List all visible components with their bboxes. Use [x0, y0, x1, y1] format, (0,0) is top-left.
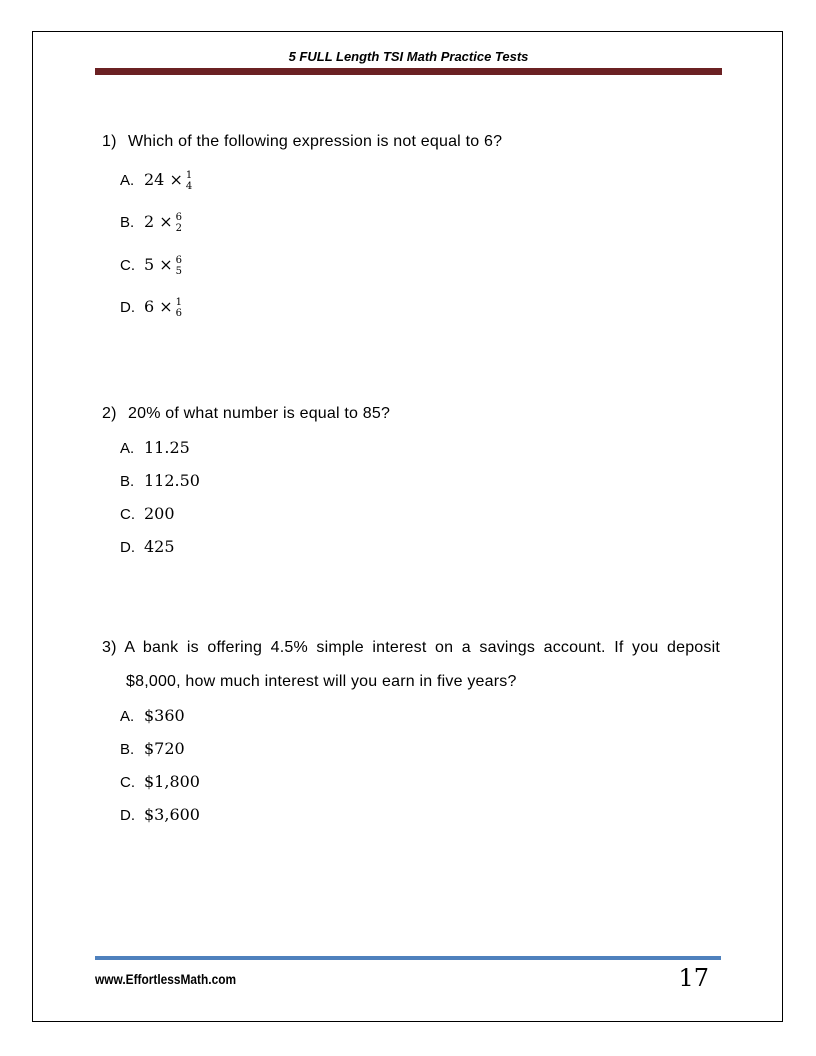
option-1d	[120, 295, 182, 319]
fraction-denominator: 5	[175, 266, 183, 278]
footer-website: www.EffortlessMath.com	[95, 971, 237, 987]
option-value: $720	[144, 739, 185, 758]
option-1b	[120, 210, 182, 234]
option-letter: B.	[120, 741, 135, 758]
footer-rule	[95, 956, 721, 960]
option-lead: 24 ×	[144, 170, 183, 189]
question-1	[102, 133, 502, 151]
option-lead: 5 ×	[144, 255, 173, 274]
option-value: 425	[144, 537, 175, 556]
option-letter: C.	[120, 506, 135, 523]
option-1c	[120, 253, 182, 277]
option-lead: 6 ×	[144, 297, 173, 316]
option-letter: D.	[120, 299, 135, 316]
fraction-denominator: 2	[175, 223, 183, 235]
option-letter: A.	[120, 708, 135, 725]
option-letter: B.	[120, 473, 135, 490]
option-letter: B.	[120, 214, 135, 231]
fraction-denominator: 6	[175, 308, 183, 320]
option-3c	[120, 770, 200, 794]
option-2c	[120, 502, 175, 526]
option-letter: D.	[120, 539, 135, 556]
option-letter: A.	[120, 440, 135, 457]
option-value: $1,800	[144, 772, 200, 791]
fraction	[176, 297, 182, 319]
question-number: 3)	[102, 639, 117, 656]
option-lead: 2 ×	[144, 212, 173, 231]
header-title: 5 FULL Length TSI Math Practice Tests	[288, 49, 529, 64]
option-value: 200	[144, 504, 175, 523]
option-letter: C.	[120, 774, 135, 791]
question-number: 2)	[102, 405, 117, 422]
option-value: 112.50	[144, 471, 200, 490]
question-2	[102, 405, 390, 423]
option-value: $3,600	[144, 805, 200, 824]
fraction	[176, 255, 182, 277]
question-text: Which of the following expression is not equal to 6?	[128, 133, 503, 150]
fraction-numerator: 1	[185, 170, 193, 182]
option-letter: D.	[120, 807, 135, 824]
fraction	[186, 170, 192, 192]
header-rule	[95, 68, 722, 75]
question-text-line	[102, 631, 720, 665]
fraction-denominator: 4	[185, 181, 193, 193]
option-letter: A.	[120, 172, 135, 189]
option-3d	[120, 803, 200, 827]
option-3b	[120, 737, 185, 761]
question-number: 1)	[102, 133, 117, 150]
option-value: $360	[144, 706, 185, 725]
fraction	[176, 212, 182, 234]
fraction-numerator: 6	[175, 255, 183, 267]
question-text-line: $8,000, how much interest will you earn in five years?	[126, 673, 517, 690]
fraction-numerator: 1	[175, 297, 183, 309]
option-letter: C.	[120, 257, 135, 274]
question-text: 20% of what number is equal to 85?	[128, 405, 391, 422]
option-3a	[120, 704, 185, 728]
question-text: A bank is offering 4.5% simple interest on a savings account. If you deposit	[124, 639, 720, 656]
option-2a	[120, 436, 190, 460]
fraction-numerator: 6	[175, 212, 183, 224]
option-value: 11.25	[144, 438, 190, 457]
question-3	[102, 631, 720, 699]
option-1a	[120, 168, 192, 192]
option-2b	[120, 469, 200, 493]
option-2d	[120, 535, 175, 559]
page-number: 17	[678, 964, 709, 992]
